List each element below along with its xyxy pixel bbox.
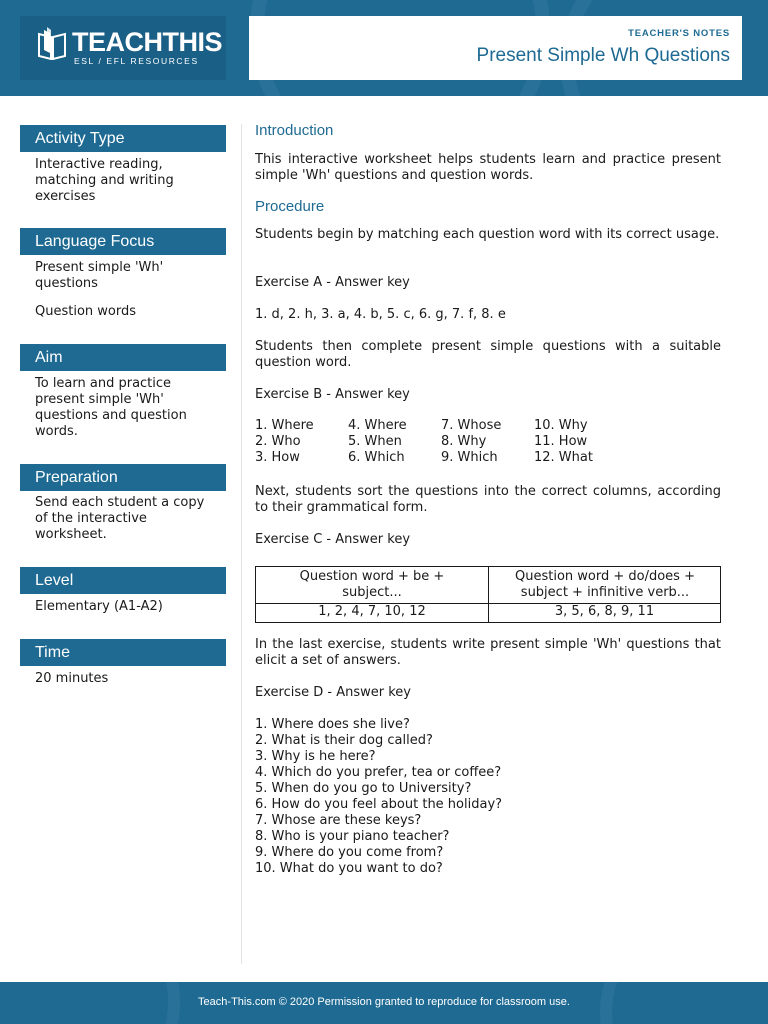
list-item: 3. Why is he here?	[255, 749, 376, 764]
procedure-paragraph: Students then complete present simple questions with a suitable question word.	[255, 339, 721, 370]
list-item: 2. What is their dog called?	[255, 733, 433, 748]
language-focus-item: Present simple 'Wh' questions	[35, 260, 164, 291]
answer-item: 12. What	[534, 450, 593, 465]
open-book-icon	[36, 26, 68, 60]
list-item: 10. What do you want to do?	[255, 861, 443, 876]
answer-column	[255, 418, 314, 466]
preparation-heading: Preparation	[20, 464, 226, 491]
exercise-d-key	[255, 717, 721, 877]
answer-item: 4. Where	[348, 418, 407, 433]
answer-item: 9. Which	[441, 450, 498, 465]
table-header-cell: Question word + be + subject...	[299, 569, 445, 600]
procedure-paragraph: Students begin by matching each question word with its correct usage.	[255, 227, 720, 242]
answer-item: 8. Why	[441, 434, 487, 449]
answer-item: 2. Who	[255, 434, 301, 449]
list-item: 4. Which do you prefer, tea or coffee?	[255, 765, 502, 780]
exercise-a-key: 1. d, 2. h, 3. a, 4. b, 5. c, 6. g, 7. f, 8. e	[255, 307, 506, 322]
list-item: 9. Where do you come from?	[255, 845, 444, 860]
introduction-text: This interactive worksheet helps students learn and practice present simple 'Wh' questions and question words.	[255, 152, 721, 183]
footer	[0, 982, 768, 1024]
answer-item: 7. Whose	[441, 418, 502, 433]
exercise-b-key	[255, 418, 721, 466]
list-item: 1. Where does she live?	[255, 717, 410, 732]
answer-item: 11. How	[534, 434, 588, 449]
answer-item: 5. When	[348, 434, 402, 449]
answer-column	[441, 418, 501, 466]
logo-subtitle: ESL / EFL RESOURCES	[74, 56, 199, 66]
exercise-c-table	[255, 566, 721, 623]
answer-item: 6. Which	[348, 450, 405, 465]
list-item: 7. Whose are these keys?	[255, 813, 422, 828]
notes-label: TEACHER'S NOTES	[628, 28, 730, 39]
exercise-a-label: Exercise A - Answer key	[255, 275, 410, 290]
answer-item: 3. How	[255, 450, 300, 465]
exercise-b-label: Exercise B - Answer key	[255, 387, 410, 402]
list-item: 5. When do you go to University?	[255, 781, 472, 796]
aim-text: To learn and practice present simple 'Wh' questions and question words.	[35, 376, 187, 439]
exercise-c-label: Exercise C - Answer key	[255, 532, 411, 547]
exercise-d-label: Exercise D - Answer key	[255, 685, 411, 700]
answer-item: 10. Why	[534, 418, 588, 433]
answer-column	[348, 418, 407, 466]
introduction-heading: Introduction	[255, 122, 334, 139]
header-banner	[0, 0, 768, 96]
table-cell: 3, 5, 6, 8, 9, 11	[554, 604, 655, 619]
time-heading: Time	[20, 639, 226, 666]
list-item: 8. Who is your piano teacher?	[255, 829, 450, 844]
logo-title: TEACHTHIS	[72, 27, 222, 57]
language-focus-item: Question words	[35, 304, 137, 319]
procedure-paragraph: Next, students sort the questions into the correct columns, according to their grammatical form.	[255, 484, 721, 515]
procedure-heading: Procedure	[255, 198, 325, 215]
preparation-text: Send each student a copy of the interactive worksheet.	[35, 495, 205, 542]
answer-item: 1. Where	[255, 418, 314, 433]
copyright-text: Teach-This.com © 2020 Permission granted to reproduce for classroom use.	[198, 996, 570, 1008]
column-divider	[241, 124, 242, 964]
activity-type-heading: Activity Type	[20, 125, 226, 152]
logo[interactable]	[20, 16, 226, 80]
table-header-cell: Question word + do/does + subject + infinitive verb...	[515, 569, 695, 600]
activity-type-text: Interactive reading, matching and writing exercises	[35, 157, 174, 204]
language-focus-heading: Language Focus	[20, 228, 226, 255]
answer-column	[534, 418, 593, 466]
aim-heading: Aim	[20, 344, 226, 371]
page-title: Present Simple Wh Questions	[476, 45, 730, 66]
list-item: 6. How do you feel about the holiday?	[255, 797, 503, 812]
level-heading: Level	[20, 567, 226, 594]
table-cell: 1, 2, 4, 7, 10, 12	[318, 604, 426, 619]
procedure-paragraph: In the last exercise, students write present simple 'Wh' questions that elicit a set of answers.	[255, 637, 721, 668]
level-text: Elementary (A1-A2)	[35, 599, 163, 614]
title-panel	[249, 16, 742, 80]
time-text: 20 minutes	[35, 671, 109, 686]
